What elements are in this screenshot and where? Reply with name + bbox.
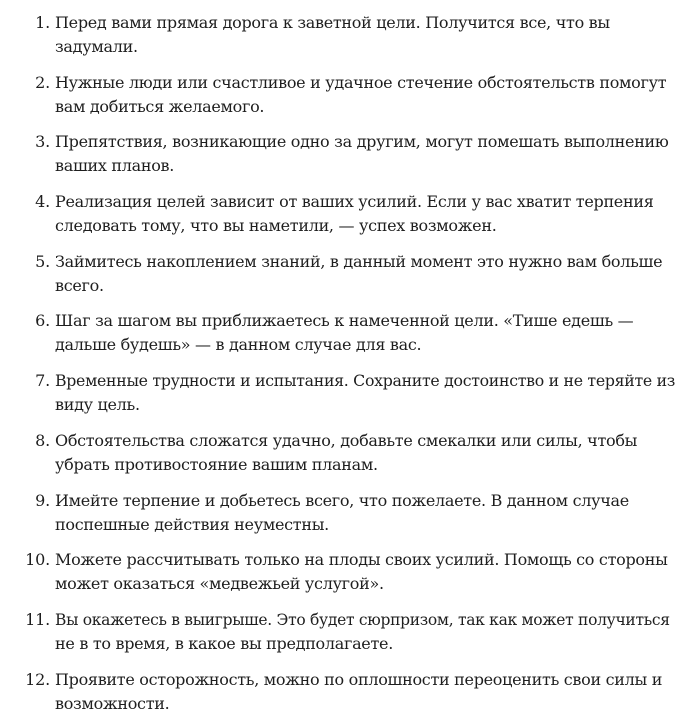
list-item-number: 6.	[35, 311, 50, 331]
list-item-number: 2.	[35, 72, 50, 92]
list-item-text	[55, 668, 675, 716]
list-item-text-line: Нужные люди или счастливое и удачное стечение обстоятельств помогут	[55, 72, 667, 92]
list-item-number: 5.	[35, 251, 50, 271]
list-item-text-line: Временные трудности и испытания. Сохраните достоинство и не теряйте из	[55, 371, 676, 391]
list-item-number: 12.	[25, 669, 50, 689]
list-item	[0, 548, 680, 608]
list-item-text	[55, 548, 675, 596]
list-item-text-line: Препятствия, возникающие одно за другим, могут помешать выполнению	[55, 132, 669, 152]
list-item-text-line: дальше будешь» — в данном случае для вас.	[55, 335, 422, 355]
list-item	[0, 429, 680, 489]
list-item-text-line: ваших планов.	[55, 156, 175, 176]
list-item	[0, 309, 680, 369]
list-item-text-line: Проявите осторожность, можно по оплошности переоценить свои силы и	[55, 669, 663, 689]
list-item-text-line: Обстоятельства сложатся удачно, добавьте смекалки или силы, чтобы	[55, 430, 638, 450]
list-item-text	[55, 309, 675, 357]
list-item	[0, 190, 680, 250]
list-item	[0, 369, 680, 429]
list-item-number: 8.	[35, 430, 50, 450]
list-item-text-line: возможности.	[55, 693, 170, 713]
list-item-text	[55, 190, 675, 238]
numbered-list	[0, 11, 680, 727]
list-item-text-line: Шаг за шагом вы приближаетесь к намеченной цели. «Тише едешь —	[55, 311, 634, 331]
list-item-text	[55, 608, 675, 656]
list-item-text-line: Реализация целей зависит от ваших усилий. Если у вас хватит терпения	[55, 192, 654, 212]
list-item-text-line: убрать противостояние вашим планам.	[55, 454, 378, 474]
list-item-number: 3.	[35, 132, 50, 152]
list-item-number: 7.	[35, 371, 50, 391]
list-item-number: 10.	[25, 550, 50, 570]
list-item-text-line: Перед вами прямая дорога к заветной цели. Получится все, что вы	[55, 13, 610, 32]
list-item	[0, 11, 680, 71]
list-item-text	[55, 130, 675, 178]
list-item-text-line: задумали.	[55, 37, 138, 56]
list-item-number: 1.	[35, 13, 50, 32]
list-item	[0, 250, 680, 310]
list-item-text	[55, 369, 675, 417]
list-item	[0, 71, 680, 131]
list-item-number: 4.	[35, 192, 50, 212]
list-item-text	[55, 11, 675, 59]
list-item-text-line: Вы окажетесь в выигрыше. Это будет сюрпризом, так как может получиться	[55, 610, 670, 629]
list-item-number: 9.	[35, 490, 50, 510]
list-item	[0, 668, 680, 727]
list-item	[0, 489, 680, 549]
list-item-text	[55, 489, 675, 537]
list-item-text-line: Займитесь накоплением знаний, в данный момент это нужно вам больше	[55, 251, 663, 271]
list-item	[0, 130, 680, 190]
list-item-text	[55, 71, 675, 119]
list-item-text-line: следовать тому, что вы наметили, — успех возможен.	[55, 216, 497, 236]
list-item-text-line: вам добиться желаемого.	[55, 96, 265, 116]
list-item-text-line: поспешные действия неуместны.	[55, 514, 329, 534]
list-item-text-line: может оказаться «медвежьей услугой».	[55, 574, 384, 594]
list-item	[0, 608, 680, 668]
list-item-text-line: Можете рассчитывать только на плоды своих усилий. Помощь со стороны	[55, 550, 668, 570]
list-item-text	[55, 250, 675, 298]
list-item-number: 11.	[25, 609, 50, 629]
list-item-text-line: всего.	[55, 275, 104, 295]
list-item-text-line: Имейте терпение и добьетесь всего, что пожелаете. В данном случае	[55, 490, 629, 510]
list-item-text-line: не в то время, в какое вы предполагаете.	[55, 633, 393, 653]
list-item-text-line: виду цель.	[55, 395, 140, 415]
list-item-text	[55, 429, 675, 477]
